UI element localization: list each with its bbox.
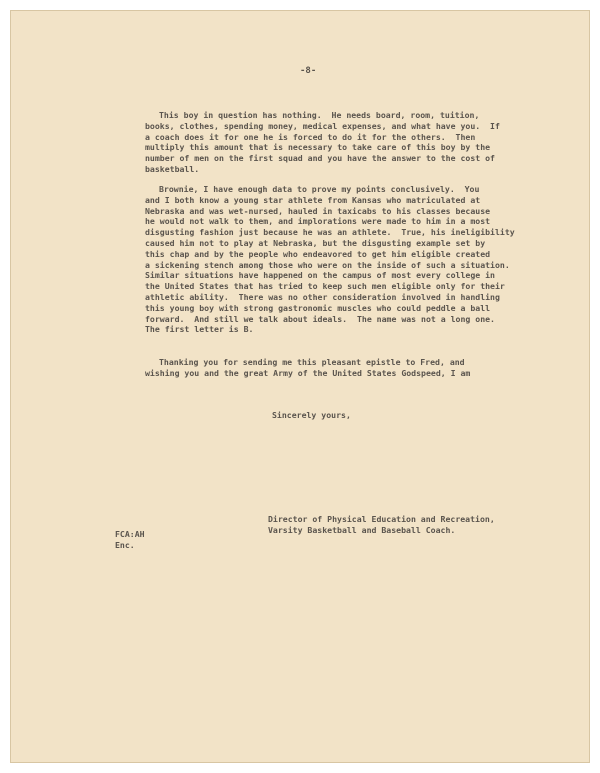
- paragraph-evidence: [145, 184, 560, 335]
- text-line: basketball.: [145, 163, 200, 174]
- text-line: books, clothes, spending money, medical expenses, and what have you. If: [145, 120, 500, 131]
- closing: Sincerely yours,: [272, 410, 351, 420]
- text-line: the United States that has tried to keep such men eligible only for their: [145, 281, 505, 292]
- signature-title-line: Varsity Basketball and Baseball Coach.: [268, 524, 456, 535]
- text-line: number of men on the first squad and you have the answer to the cost of: [145, 153, 495, 164]
- reference-line: FCA:AH: [115, 529, 145, 539]
- text-line: The first letter is B.: [145, 324, 254, 335]
- text-line: Similar situations have happened on the campus of most every college in: [145, 270, 495, 281]
- text-line: a sickening stench among those who were on the inside of such a situation.: [145, 259, 510, 270]
- page-number: -8-: [300, 66, 317, 76]
- paragraph-thanks: [145, 357, 560, 379]
- text-line: this chap and by the people who endeavored to get him eligible created: [145, 248, 491, 259]
- signature-title-line: Director of Physical Education and Recreation,: [268, 514, 495, 524]
- text-line: disgusting fashion just because he was an athlete. True, his ineligibility: [145, 227, 515, 238]
- text-line: Brownie, I have enough data to prove my points conclusively. You: [159, 184, 480, 194]
- text-line: Nebraska and was wet-nursed, hauled in taxicabs to his classes because: [145, 205, 491, 216]
- text-line: he would not walk to them, and implorations were made to him in a most: [145, 216, 491, 227]
- text-line: wishing you and the great Army of the United States Godspeed, I am: [145, 367, 471, 378]
- reference-initials: [115, 529, 145, 551]
- text-line: athletic ability. There was no other consideration involved in handling: [145, 291, 500, 302]
- paragraph-cost: [145, 110, 560, 175]
- text-line: a coach does it for one he is forced to do it for the others. Then: [145, 131, 476, 142]
- text-line: and I both know a young star athlete from Kansas who matriculated at: [145, 194, 481, 205]
- signature-title: [268, 514, 495, 536]
- enclosure-line: Enc.: [115, 539, 135, 550]
- letter-page: [10, 10, 590, 763]
- text-line: this young boy with strong gastronomic muscles who could peddle a ball: [145, 302, 491, 313]
- text-line: caused him not to play at Nebraska, but the disgusting example set by: [145, 237, 486, 248]
- text-line: Thanking you for sending me this pleasant epistle to Fred, and: [159, 357, 465, 367]
- text-line: forward. And still we talk about ideals. The name was not a long one.: [145, 313, 495, 324]
- text-line: multiply this amount that is necessary to take care of this boy by the: [145, 142, 491, 153]
- text-line: This boy in question has nothing. He needs board, room, tuition,: [159, 110, 480, 120]
